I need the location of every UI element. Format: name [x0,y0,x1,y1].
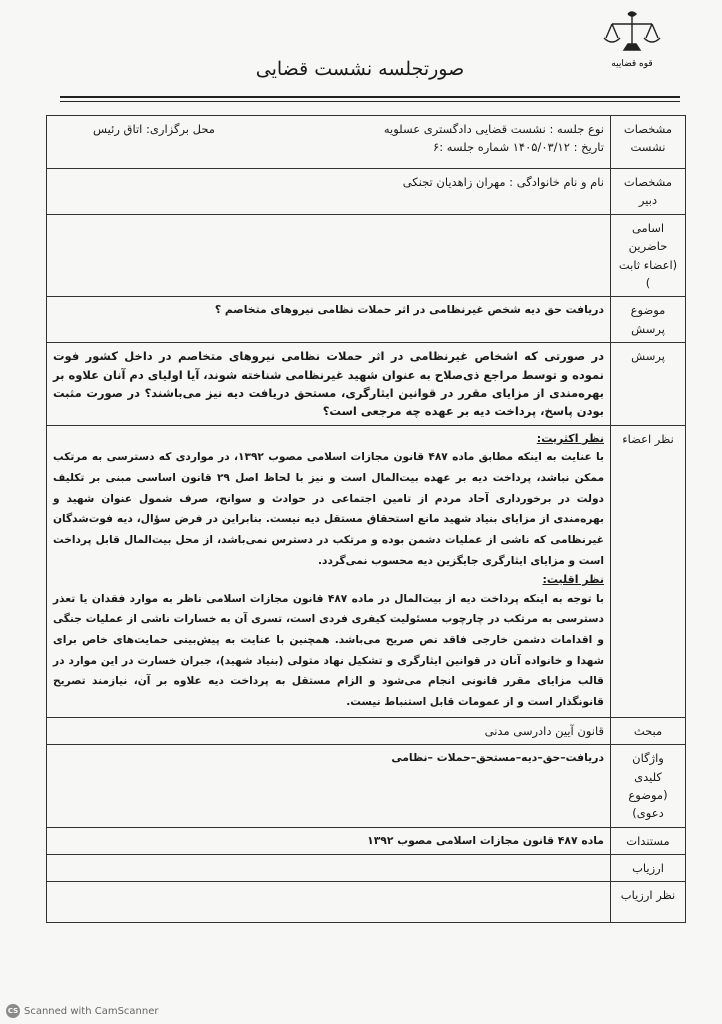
topic-value: دریافت حق دیه شخص غیرنظامی در اثر حملات نظامی نیروهای متخاصم ؟ [47,297,611,343]
subject-label: مبحث [611,717,686,744]
attendees-label: اسامی حاضرین (اعضاء ثابت ) [611,214,686,297]
keywords-row [47,745,686,828]
opinions-row [47,425,686,717]
subject-value: قانون آیین دادرسی مدنی [47,717,611,744]
title-divider-thin [60,101,680,102]
meeting-row [47,116,686,169]
documents-label: مستندات [611,827,686,854]
evaluator-value [47,855,611,882]
meeting-date: تاریخ : ۱۴۰۵/۰۳/۱۲ شماره جلسه :۶ [433,140,604,155]
keywords-value: دریافت–حق–دیه–مستحق–حملات –نظامی [47,745,611,828]
emblem-caption: قوه قضاییه [611,59,653,69]
majority-heading: نظر اکثریت: [536,431,604,445]
question-label: پرسش [611,343,686,426]
evaluator-opinion-value [47,882,611,923]
opinions-label: نظر اعضاء [611,425,686,717]
secretary-row [47,169,686,215]
document-title: صورتجلسه نشست قضایی [255,58,465,80]
majority-text: با عنایت به اینکه مطابق ماده ۴۸۷ قانون مجازات اسلامی مصوب ۱۳۹۲، در مواردی که دسترسی به مرتکب ممکن نباشد، پرداخت دیه بر عهده بیت‌المال است و نیز با لحاظ اصل ۲۹ قانون اساسی مبنی بر تکلیف دولت در برخورداری آحاد مردم از تامین اجتماعی در حوادث و سوانح، صرف شمول عنوان شهید و بهره‌مندی از مزایای بنیاد شهید مانع استحقاق مستقل دیه نیست. بنابراین در فرض سؤال، دیه فوت‌شدگان غیرنظامی که ناشی از عملیات دشمن بوده و مرتکب در دسترس نمی‌باشد، از محل بیت‌المال قابل پرداخت است و مزایای ایثارگری جایگزین دیه محسوب نمی‌گردد. [53,451,604,567]
topic-label: موضوع پرسش [611,297,686,343]
scanner-watermark [6,1004,159,1018]
secretary-label: مشخصات دبیر [611,169,686,215]
topic-row [47,297,686,343]
secretary-value: نام و نام خانوادگی : مهران زاهدیان تجنکی [47,169,611,215]
minutes-form [46,115,686,923]
meeting-type: نوع جلسه : نشست قضایی دادگستری عسلویه [383,122,604,136]
meeting-label: مشخصات نشست [611,116,686,169]
scanner-text: Scanned with CamScanner [24,1005,159,1017]
minority-text: با توجه به اینکه پرداخت دیه از بیت‌المال در ماده ۴۸۷ قانون مجازات اسلامی ناظر به موارد فقدان یا تعذر دسترسی به مرتکب در چارچوب مسئولیت کیفری فردی است، تسری آن به خسارات ناشی از عملیات جنگی و اقدامات دشمن خارجی فاقد نص صریح می‌باشد. همچنین با عنایت به پیش‌بینی حمایت‌های خاص برای شهدا و خانواده آنان در قوانین ایثارگری و تشکیل نهاد متولی (بنیاد شهید)، جبران خسارت در این موارد در قالب مزایای مقرر قانونی انجام می‌شود و الزام مستقل به پرداخت دیه علاوه بر آن، نیازمند تصریح قانونگذار است و از عمومات قابل استنباط نیست. [53,592,605,709]
documents-row [47,827,686,854]
judiciary-emblem [592,10,672,70]
opinions-body [47,425,611,717]
minority-heading: نظر اقلیت: [542,573,604,587]
evaluator-label: ارزیاب [611,855,686,882]
attendees-row [47,214,686,297]
evaluator-opinion-label: نظر ارزیاب [611,882,686,923]
question-row [47,343,686,426]
documents-value: ماده ۴۸۷ قانون مجازات اسلامی مصوب ۱۳۹۲ [47,827,611,854]
attendees-value [47,214,611,297]
meeting-location: محل برگزاری: اتاق رئیس [93,122,215,136]
camscanner-logo-icon: CS [6,1004,20,1018]
title-divider [60,96,680,98]
meeting-details [47,116,611,169]
keywords-label: واژگان کلیدی (موضوع دعوی) [611,745,686,828]
question-value: در صورتی که اشخاص غیرنظامی در اثر حملات نظامی نیروهای متخاصم در داخل کشور فوت نموده و توسط مراجع ذی‌صلاح به عنوان شهید غیرنظامی شناخته شوند، آیا اولیای دم آنان علاوه بر بهره‌مندی از مزایای مقرر در قوانین ایثارگری، مستحق دریافت دیه نیز می‌باشند؟ در صورت مثبت بودن پاسخ، پرداخت دیه بر عهده چه مرجعی است؟ [47,343,611,426]
evaluator-row [47,855,686,882]
subject-row [47,717,686,744]
evaluator-opinion-row [47,882,686,923]
